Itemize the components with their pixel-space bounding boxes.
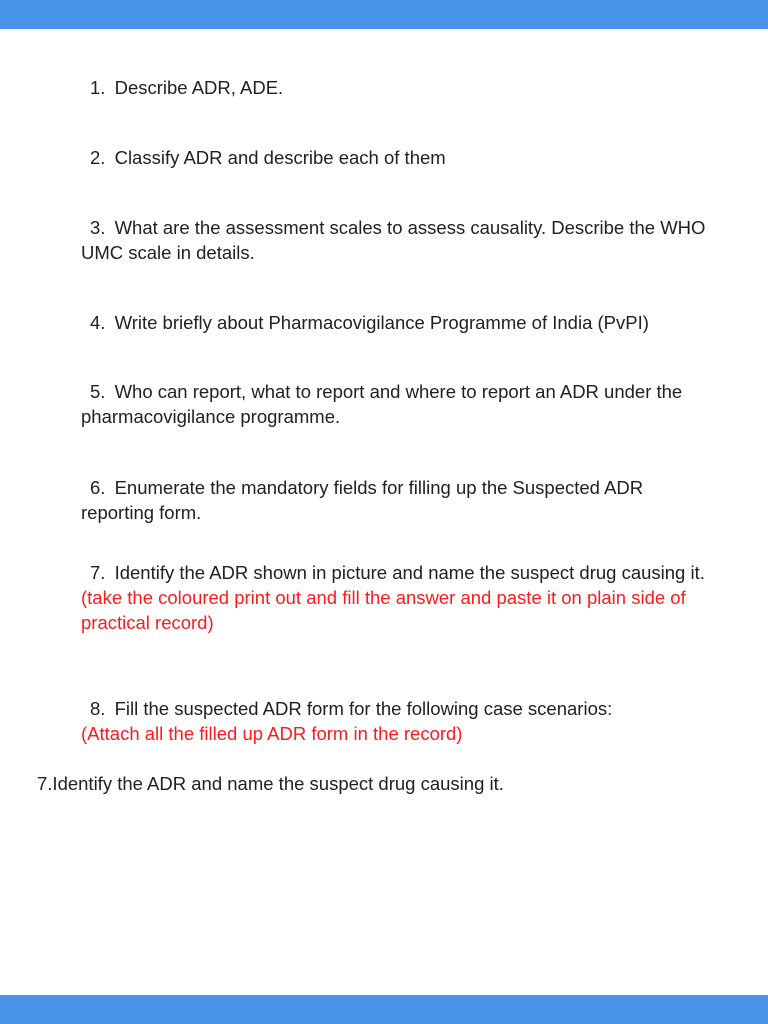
- question-note: (Attach all the filled up ADR form in the record): [81, 723, 463, 744]
- question-4: [81, 310, 721, 335]
- document-page: [0, 29, 768, 995]
- question-1: [81, 75, 721, 100]
- question-7: [81, 560, 721, 635]
- question-3: [81, 215, 721, 265]
- question-number: 2.: [90, 147, 106, 168]
- question-8: [81, 696, 721, 746]
- question-text: Who can report, what to report and where to report an ADR under the pharmacovigilance programme.: [81, 381, 683, 427]
- question-2: [81, 145, 721, 170]
- bottom-bar: [0, 995, 768, 1024]
- question-text: Enumerate the mandatory fields for filling up the Suspected ADR reporting form.: [81, 477, 644, 523]
- question-number: 8.: [90, 698, 106, 719]
- question-note: (take the coloured print out and fill the answer and paste it on plain side of practical record): [81, 587, 686, 633]
- question-text: Write briefly about Pharmacovigilance Programme of India (PvPI): [114, 312, 649, 333]
- question-number: 7.: [90, 562, 106, 583]
- question-6: [81, 475, 721, 525]
- question-text: Describe ADR, ADE.: [114, 77, 284, 98]
- question-number: 6.: [90, 477, 106, 498]
- question-text: Fill the suspected ADR form for the following case scenarios:: [114, 698, 613, 719]
- question-number: 4.: [90, 312, 106, 333]
- question-number: 1.: [90, 77, 106, 98]
- question-5: [81, 379, 721, 429]
- top-bar: [0, 0, 768, 29]
- question-number: 5.: [90, 381, 106, 402]
- question-text: What are the assessment scales to assess causality. Describe the WHO UMC scale in details.: [81, 217, 706, 263]
- question-number: 3.: [90, 217, 106, 238]
- section-heading: 7.Identify the ADR and name the suspect drug causing it.: [37, 773, 504, 794]
- question-text: Identify the ADR shown in picture and name the suspect drug causing it.: [114, 562, 705, 583]
- question-text: Classify ADR and describe each of them: [114, 147, 446, 168]
